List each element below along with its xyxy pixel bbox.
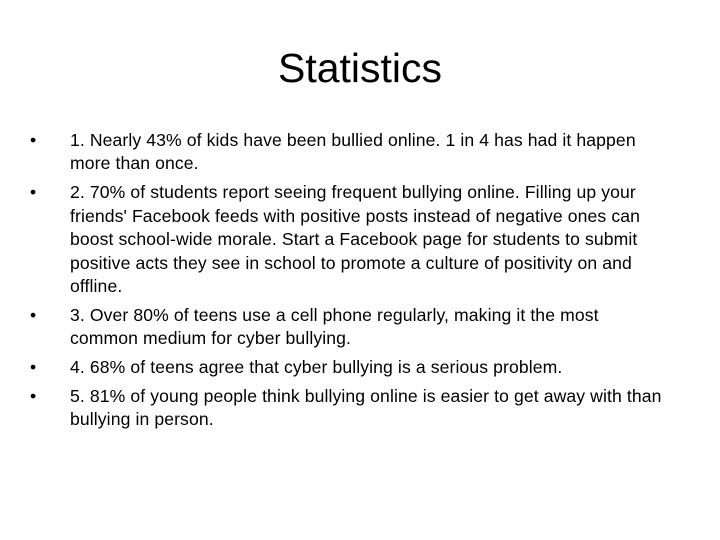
list-item-text: 2. 70% of students report seeing frequent bullying online. Filling up your friends' Facebook feeds with positive posts instead of negative ones can boost school-wide morale. Start a Facebook page for students to submit positive acts they see in school to promote a culture of positivity on and offline. — [70, 182, 640, 296]
list-item-text: 3. Over 80% of teens use a cell phone regularly, making it the most common medium for cyber bullying. — [70, 304, 599, 349]
list-item-text: 5. 81% of young people think bullying online is easier to get away with than bullying in person. — [70, 386, 662, 430]
list-item — [30, 385, 670, 432]
list-item-text: 4. 68% of teens agree that cyber bullying is a serious problem. — [70, 357, 563, 378]
bullet-list — [30, 129, 670, 437]
list-item — [30, 129, 670, 176]
bullet-icon: • — [30, 182, 37, 203]
list-item-text: 1. Nearly 43% of kids have been bullied online. 1 in 4 has had it happen more than once. — [70, 130, 636, 174]
bullet-icon: • — [30, 130, 37, 150]
list-item — [30, 181, 670, 298]
list-item — [30, 356, 670, 379]
bullet-icon: • — [30, 386, 37, 407]
bullet-icon: • — [30, 304, 37, 325]
slide-title: Statistics — [277, 45, 443, 91]
bullet-icon: • — [30, 357, 37, 378]
list-item — [30, 304, 670, 351]
